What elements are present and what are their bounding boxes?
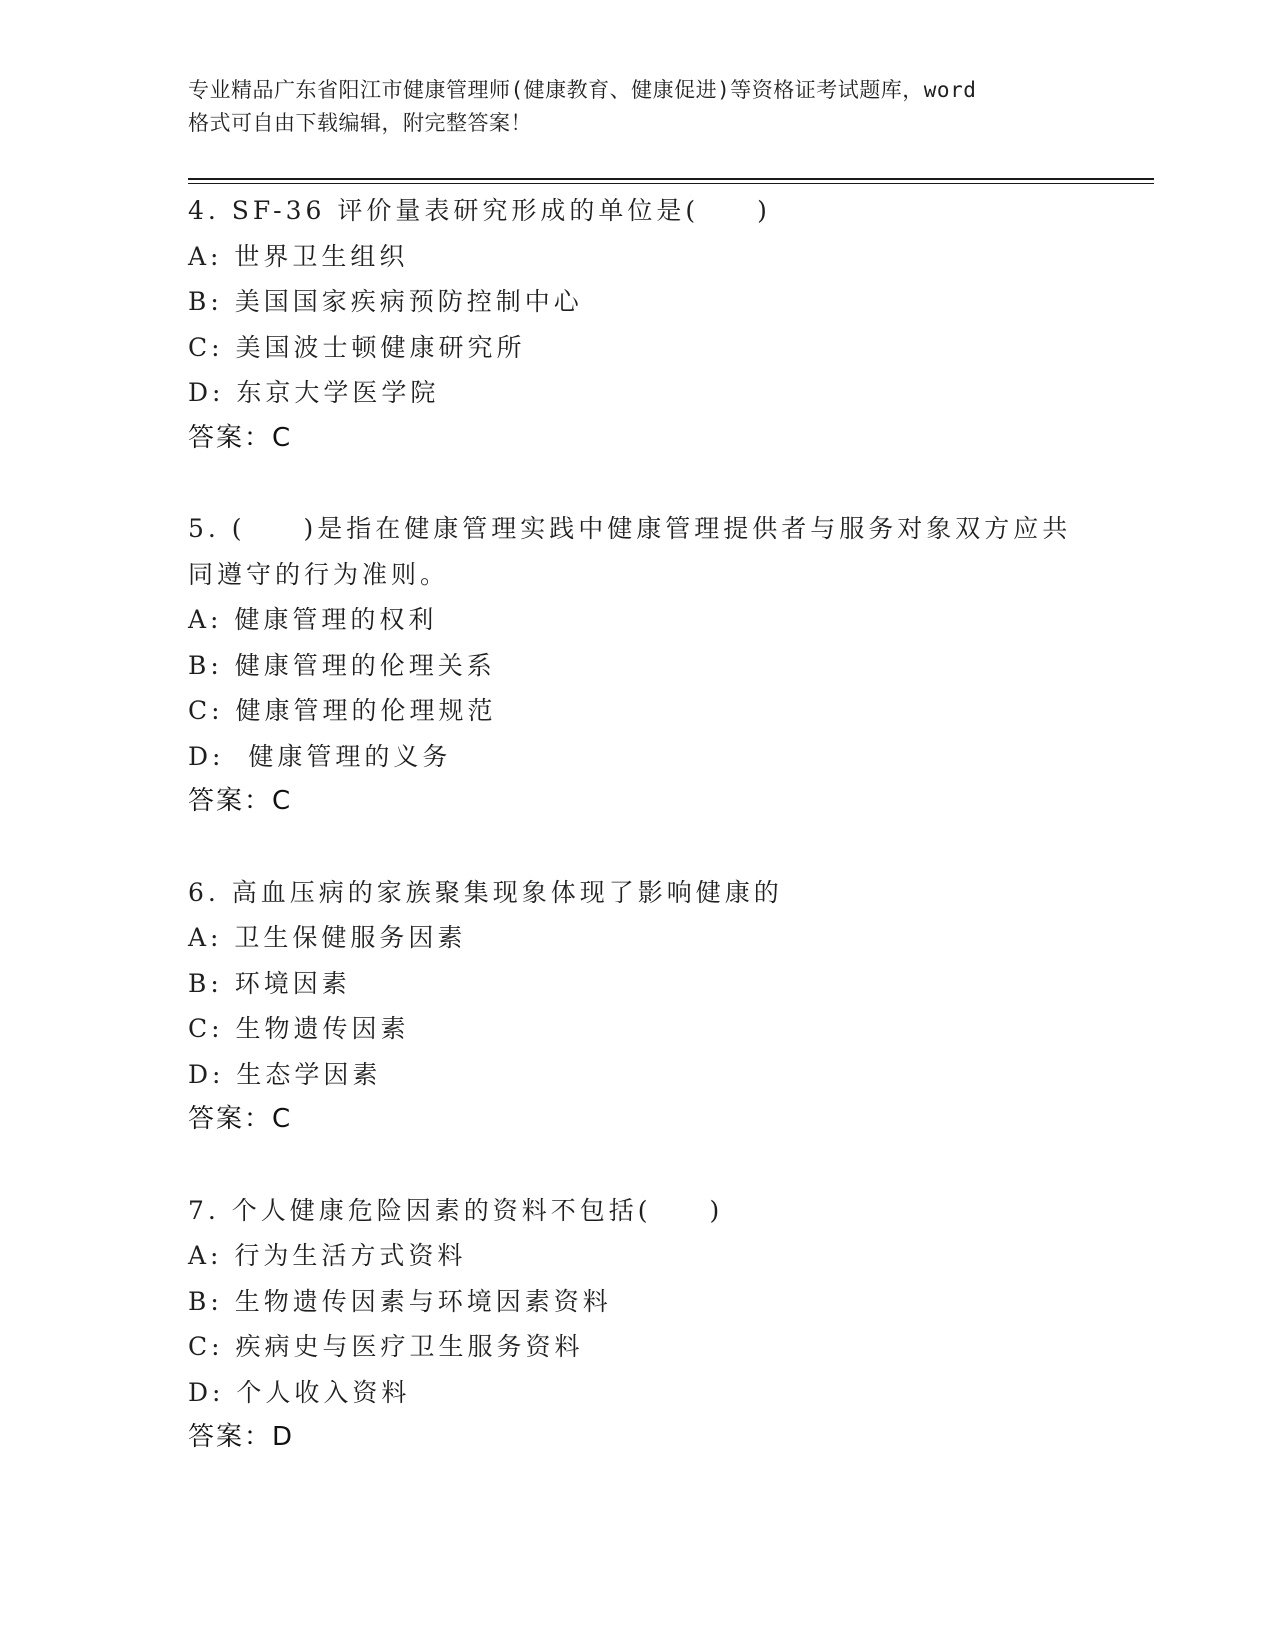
option-d: D: 生态学因素: [188, 1059, 382, 1089]
header-line-2: 格式可自由下载编辑，附完整答案！: [188, 111, 532, 135]
option-a: A: 卫生保健服务因素: [188, 923, 467, 952]
option-b: B: 健康管理的伦理关系: [188, 650, 496, 680]
option-b: B: 生物遗传因素与环境因素资料: [188, 1286, 612, 1316]
option-a: A: 行为生活方式资料: [188, 1241, 467, 1270]
question-stem: 6. 高血压病的家族聚集现象体现了影响健康的: [188, 877, 783, 907]
document-header: [188, 74, 1088, 140]
answer-line: 答案：C: [188, 422, 293, 453]
question-stem: 4. SF-36 评价量表研究形成的单位是( ): [188, 196, 771, 225]
option-d: D: 健康管理的义务: [188, 741, 452, 771]
question-stem: 7. 个人健康危险因素的资料不包括( ): [188, 1195, 724, 1225]
question-spacer: [188, 825, 1088, 870]
answer-line: 答案：C: [188, 786, 293, 816]
option-d: D: 东京大学医学院: [188, 378, 440, 407]
question-6: [188, 870, 1088, 1143]
answer-line: 答案：C: [188, 1104, 293, 1134]
question-4: [188, 188, 1088, 461]
option-b: B: 环境因素: [188, 968, 351, 998]
header-divider-thick: [188, 178, 1154, 180]
question-5: [188, 506, 1088, 825]
question-spacer: [188, 1143, 1088, 1188]
option-d: D: 个人收入资料: [188, 1377, 411, 1407]
option-c: C: 健康管理的伦理规范: [188, 696, 497, 725]
question-stem: 5. ( )是指在健康管理实践中健康管理提供者与服务对象双方应共同遵守的行为准则。: [188, 514, 1072, 589]
question-spacer: [188, 461, 1088, 506]
option-b: B: 美国国家疾病预防控制中心: [188, 287, 583, 316]
answer-line: 答案：D: [188, 1422, 295, 1452]
header-divider-thin: [188, 183, 1154, 184]
option-c: C: 美国波士顿健康研究所: [188, 332, 526, 362]
question-7: [188, 1188, 1088, 1461]
option-a: A: 世界卫生组织: [188, 241, 409, 271]
header-line-1: 专业精品广东省阳江市健康管理师(健康教育、健康促进)等资格证考试题库，word: [188, 78, 977, 102]
option-c: C: 生物遗传因素: [188, 1014, 410, 1043]
option-a: A: 健康管理的权利: [188, 605, 438, 634]
question-list: [188, 188, 1088, 1461]
option-c: C: 疾病史与医疗卫生服务资料: [188, 1332, 584, 1361]
